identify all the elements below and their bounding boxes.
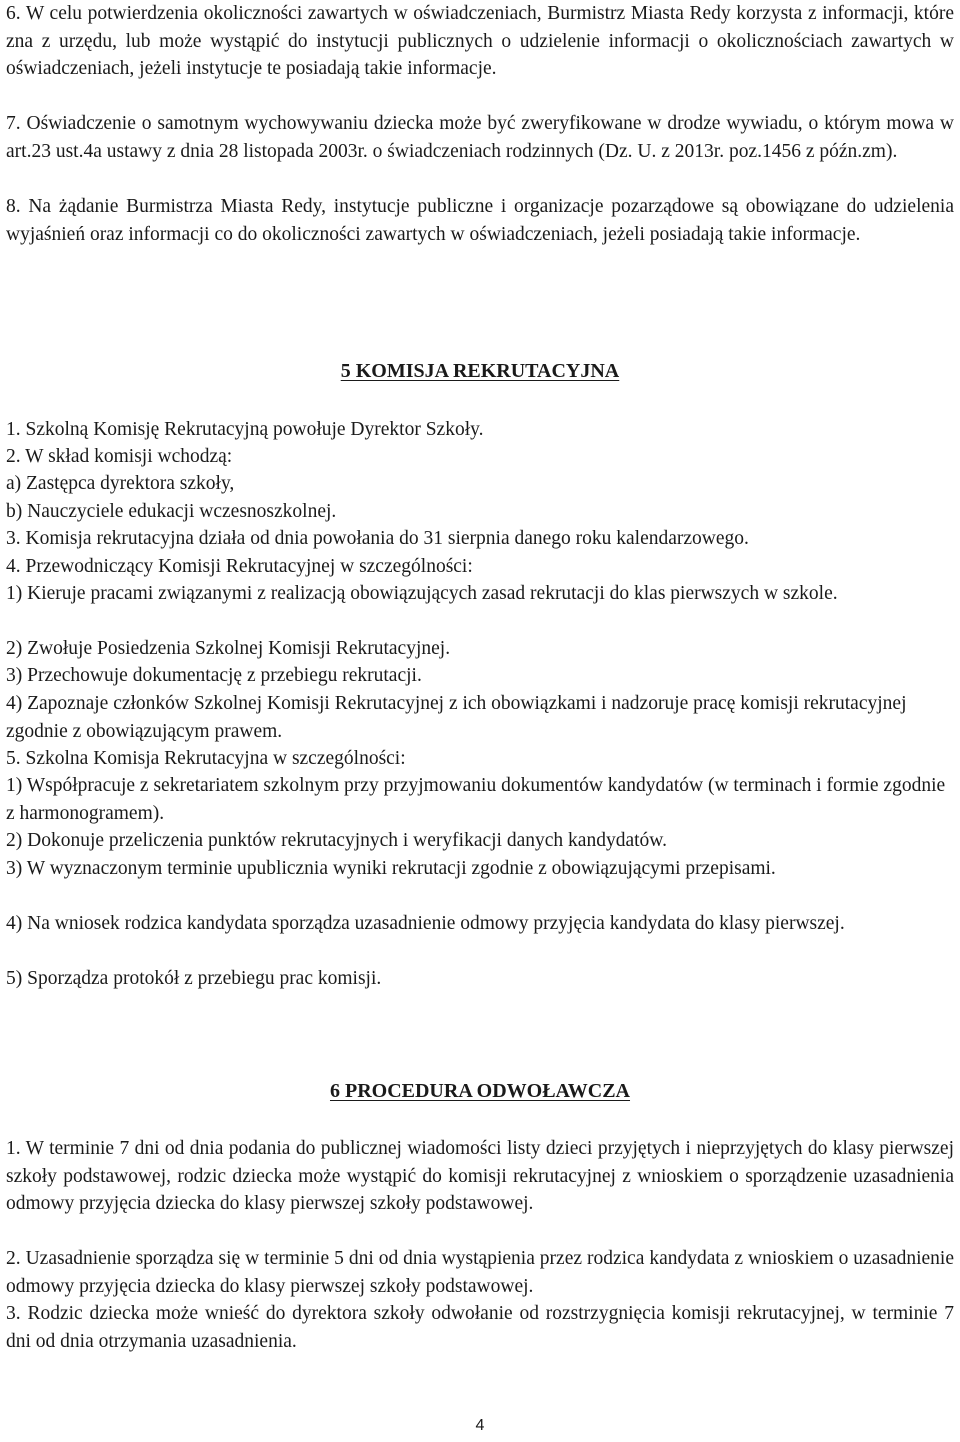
s5-paragraph-5: 5. Szkolna Komisja Rekrutacyjna w szczególności:	[6, 748, 406, 769]
s5-item-4-3: 3) Przechowuje dokumentację z przebiegu rekrutacji.	[6, 665, 422, 686]
paragraph-8: 8. Na żądanie Burmistrza Miasta Redy, instytucje publiczne i organizacje pozarządowe są obowiązane do udzielenia wyjaśnień oraz informacji co do okoliczności zawartych w oświadczeniach, jeżeli posiadają takie informacje.	[6, 196, 954, 245]
s5-item-5-1: 1) Współpracuje z sekretariatem szkolnym przy przyjmowaniu dokumentów kandydatów (w terminach i formie zgodnie z harmonogramem).	[6, 775, 946, 824]
s6-paragraph-3: 3. Rodzic dziecka może wnieść do dyrektora szkoły odwołanie od rozstrzygnięcia komisji rekrutacyjnej, w terminie 7 dni od dnia otrzymania uzasadnienia.	[6, 1303, 954, 1352]
s6-paragraph-2: 2. Uzasadnienie sporządza się w terminie 5 dni od dnia wystąpienia przez rodzica kandydata z wnioskiem o uzasadnienie odmowy przyjęcia dziecka do klasy pierwszej szkoły podstawowej.	[6, 1248, 954, 1297]
s5-item-5-5: 5) Sporządza protokół z przebiegu prac komisji.	[6, 968, 382, 989]
s5-item-5-3: 3) W wyznaczonym terminie upublicznia wyniki rekrutacji zgodnie z obowiązującymi przepisami.	[6, 858, 776, 879]
section-6-heading: 6 PROCEDURA ODWOŁAWCZA	[329, 1080, 631, 1102]
s6-paragraph-1: 1. W terminie 7 dni od dnia podania do publicznej wiadomości listy dzieci przyjętych i nieprzyjętych do klasy pierwszej szkoły podstawowej, rodzic dziecka może wystąpić do komisji rekrutacyjnej z wnioskiem o sporządzenie uzasadnienia odmowy przyjęcia dziecka do klasy pierwszej szkoły podstawowej.	[6, 1138, 954, 1214]
s5-item-4-1: 1) Kieruje pracami związanymi z realizacją obowiązujących zasad rekrutacji do klas pierwszych w szkole.	[6, 583, 838, 604]
s5-paragraph-4: 4. Przewodniczący Komisji Rekrutacyjnej w szczególności:	[6, 556, 473, 577]
page-number: 4	[475, 1417, 485, 1434]
s5-item-5-4: 4) Na wniosek rodzica kandydata sporządza uzasadnienie odmowy przyjęcia kandydata do klasy pierwszej.	[6, 913, 845, 934]
section-5-heading: 5 KOMISJA REKRUTACYJNA	[340, 360, 620, 382]
s5-item-4-4: 4) Zapoznaje członków Szkolnej Komisji Rekrutacyjnej z ich obowiązkami i nadzoruje pracę komisji rekrutacyjnej zgodnie z obowiązującym prawem.	[6, 693, 907, 742]
s5-item-2b: b) Nauczyciele edukacji wczesnoszkolnej.	[6, 501, 337, 522]
s5-paragraph-2: 2. W skład komisji wchodzą:	[6, 446, 233, 467]
paragraph-7: 7. Oświadczenie o samotnym wychowywaniu dziecka może być zweryfikowane w drodze wywiadu, o którym mowa w art.23 ust.4a ustawy z dnia 28 listopada 2003r. o świadczeniach rodzinnych (Dz. U. z 2013r. poz.1456 z późn.zm).	[6, 113, 954, 162]
s5-item-4-2: 2) Zwołuje Posiedzenia Szkolnej Komisji Rekrutacyjnej.	[6, 638, 451, 659]
s5-paragraph-1: 1. Szkolną Komisję Rekrutacyjną powołuje Dyrektor Szkoły.	[6, 419, 484, 440]
s5-item-5-2: 2) Dokonuje przeliczenia punktów rekrutacyjnych i weryfikacji danych kandydatów.	[6, 830, 667, 851]
s5-paragraph-3: 3. Komisja rekrutacyjna działa od dnia powołania do 31 sierpnia danego roku kalendarzowego.	[6, 528, 749, 549]
s5-item-2a: a) Zastępca dyrektora szkoły,	[6, 473, 235, 494]
paragraph-6: 6. W celu potwierdzenia okoliczności zawartych w oświadczeniach, Burmistrz Miasta Redy korzysta z informacji, które zna z urzędu, lub może wystąpić do instytucji publicznych o udzielenie informacji o okolicznościach zawartych w oświadczeniach, jeżeli instytucje te posiadają takie informacje.	[6, 3, 954, 79]
